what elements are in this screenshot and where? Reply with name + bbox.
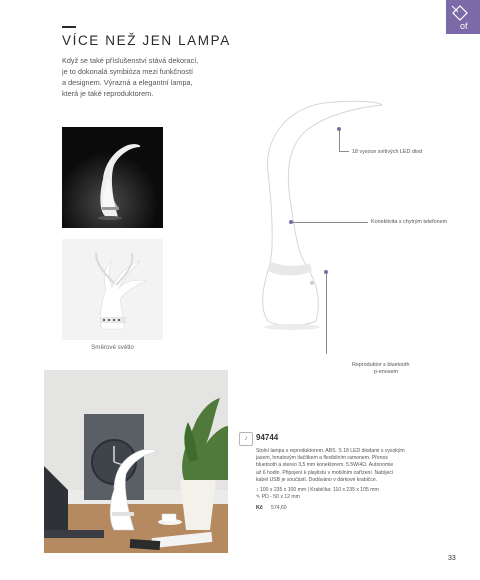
callout-line [339, 151, 349, 152]
lamp-dark-photo [62, 127, 163, 228]
print-icon: ✎ [256, 494, 262, 500]
size-spec [256, 487, 379, 493]
callout-line [293, 222, 368, 223]
size-text: 100 x 235 x 100 mm | Krabička: 110 x 235 x 105 mm [259, 487, 379, 493]
description-line: jasem, hmatovým tlačítkem a flexibilním ramenem. Přenos [256, 455, 388, 462]
product-description [256, 448, 426, 484]
intro-line: Když se také příslušenství stává dekorací, [62, 56, 199, 65]
lamp-product-photo [250, 95, 390, 335]
page-number: 33 [448, 555, 456, 562]
price-label: Kč [256, 505, 263, 511]
lamp-desk-scene-photo [44, 370, 228, 553]
description-line: až 6 hodin. Připojení k playlistu v mobilním zařízení. Nabíjecí [256, 469, 394, 476]
lamp-directional-photo [62, 239, 163, 340]
description-line: bluetooth a stereo 3,5 mm konektorem. 5.5W/4Ω. Autonomie [256, 462, 394, 469]
print-spec [256, 494, 300, 500]
product-code: 94744 [256, 433, 279, 442]
intro-line: a designem. Výrazná a elegantní lampa, [62, 78, 193, 87]
price-value: 574,60 [271, 505, 287, 511]
callout-speaker-2: p-enosem [374, 369, 398, 375]
speaker-icon: ♪ [239, 432, 253, 446]
description-line: Stolní lampa s reproduktorem. ABS. S 18 LED diodami s vysokým [256, 448, 405, 454]
size-icon: ↕ [256, 487, 260, 493]
print-text: PD - 50 x 12 mm [261, 494, 300, 500]
photo-caption: Směrové světlo [91, 344, 134, 351]
svg-text:of: of [460, 21, 468, 31]
callout-speaker: Reproduktor s bluetooth [352, 362, 410, 368]
description-line: kabel USB je součástí. Dodáváno v dárkové krabičce. [256, 476, 378, 483]
brand-corner-icon [446, 0, 480, 34]
intro-line: která je také reproduktorem. [62, 89, 154, 98]
callout-line [339, 131, 340, 151]
callout-led: 18 vysoce svítivých LED diod [352, 149, 423, 155]
page-title: VÍCE NEŽ JEN LAMPA [62, 33, 231, 48]
callout-connectivity: Konektivita s chytrým telefonem [371, 219, 448, 225]
callout-line [326, 274, 327, 354]
intro-text [62, 55, 262, 99]
intro-line: je to dokonalá symbióza mezi funkčností [62, 67, 194, 76]
title-rule [62, 26, 76, 28]
